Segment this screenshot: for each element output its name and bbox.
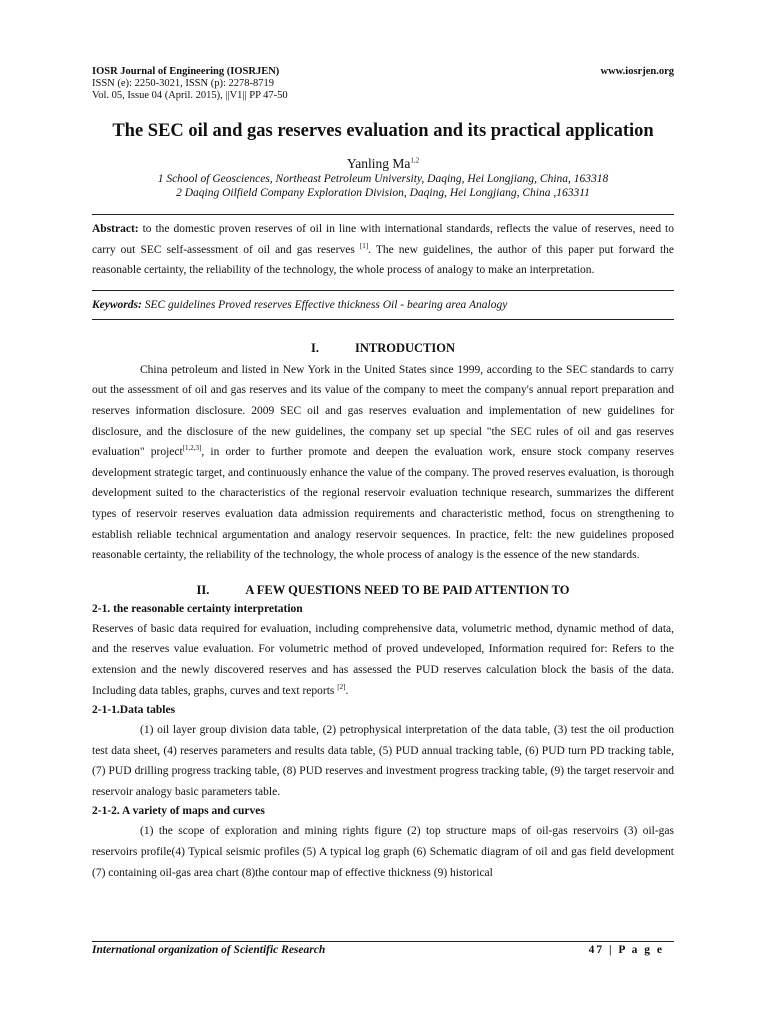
divider-footer (92, 941, 674, 942)
journal-header (92, 66, 674, 78)
section-2-heading (92, 582, 674, 598)
keywords-text: SEC guidelines Proved reserves Effective thickness Oil - bearing area Analogy (141, 298, 508, 311)
subsection-2-1-1-paragraph: (1) oil layer group division data table, (2) petrophysical interpretation of the data table, (3) test the oil production test data sheet, (4) reserves parameters and results data table, (5) PUD annual tracking table, (6) PUD turn PD tracking table, (7) PUD drilling progress tracking table, (8) PUD reserves and investment progress tracking table, (9) the target reservoir and reservoir analogy basic parameters table. (92, 724, 674, 798)
divider-keywords (92, 319, 674, 320)
subsection-2-1-paragraph (92, 619, 674, 701)
footer-page (589, 943, 674, 958)
subsection-2-1-heading: 2-1. the reasonable certainty interpretation (92, 602, 303, 615)
page-footer (92, 941, 674, 958)
section-1-ref: [1,2,3] (182, 444, 202, 453)
section-1-paragraph (92, 360, 674, 566)
affiliation-1: 1 School of Geosciences, Northeast Petroleum University, Daqing, Hei Longjiang, China, 163318 (157, 173, 609, 185)
paper-title: The SEC oil and gas reserves evaluation and its practical application (112, 121, 654, 141)
subsection-2-1-2-paragraph: (1) the scope of exploration and mining rights figure (2) top structure maps of oil-gas reservoirs (3) oil-gas reservoirs profile(4) Typical seismic profiles (5) A typical log graph (6) Schematic diagram of oil and gas field development (7) containing oil-gas area chart (8)the contour map of effective thickness (9) historical (92, 825, 674, 879)
journal-volume: Vol. 05, Issue 04 (April. 2015), ||V1|| PP 47-50 (92, 90, 288, 101)
abstract-text-1: to the domestic proven reserves of oil in line with international standards, reflects the value of reserves, need to carry out SEC self-assessment of oil and gas reserves (92, 223, 674, 256)
author-name: Yanling Ma (346, 156, 411, 171)
abstract-label: Abstract: (92, 223, 139, 235)
section-1-text-2: , in order to further promote and deepen the evaluation work, ensure stock company reserves development strategic target, and continuously enhance the value of the company. The proved reserves evaluation, is thorough development suited to the characteristics of the regional reservoir evaluation technique research, summarizes the different types of reservoir reserves evaluation data admission requirements and characteristic method, focus on strengthening to establish reliable technical argumentation and analogy reservoir sequences. In practice, felt: the new guidelines proposed reasonable certainty, the reliability of the technology, the whole process of analogy is the essence of the new standards. (92, 446, 674, 562)
footer-page-number: 47 (588, 944, 605, 956)
journal-website-link[interactable]: www.iosrjen.org (600, 66, 674, 77)
section-1-text-1: China petroleum and listed in New York in the United States since 1999, according to the SEC standards to carry out the assessment of oil and gas reserves and its value of the company to meet the company's annual report preparation and reserves information disclosure. 2009 SEC oil and gas reserves evaluation and implementation of new guidelines for disclosure, and the disclosure of the new guidelines, the company set up special "the SEC rules of oil and gas reserves evaluation" project (92, 363, 674, 459)
keywords (92, 297, 674, 313)
author-affil-sup: 1,2 (410, 156, 420, 165)
journal-issn: ISSN (e): 2250-3021, ISSN (p): 2278-8719 (92, 78, 274, 89)
footer-row (92, 943, 674, 958)
journal-name: IOSR Journal of Engineering (IOSRJEN) (92, 66, 280, 77)
keywords-label: Keywords: (92, 298, 142, 311)
section-2-title: A FEW QUESTIONS NEED TO BE PAID ATTENTION TO (245, 582, 570, 597)
abstract-text-2: . The new guidelines, the author of this paper put forward the reasonable certainty, the reliability of the technology, the whole process of analogy to make an interpretation. (92, 243, 674, 277)
section-1-number: I. (310, 340, 319, 355)
section-2-number: II. (196, 582, 210, 597)
affiliation-2: 2 Daqing Oilfield Company Exploration Division, Daqing, Hei Longjiang, China ,163311 (176, 187, 590, 199)
subsection-2-1-text-1: Reserves of basic data required for evaluation, including comprehensive data, volumetric method, dynamic method of data, and the reserves value evaluation. For volumetric method of proved undeveloped, Information required for: Refers to the extension and the newly discovered reserves and has assessed the PUD reserves calculation block the basis of the data. Including data tables, graphs, curves and text reports (92, 622, 674, 697)
section-1-heading (92, 340, 674, 356)
subsection-2-1-1-heading: 2-1-1.Data tables (92, 704, 176, 717)
divider-abstract (92, 290, 674, 291)
footer-org: International organization of Scientific Research (92, 944, 326, 956)
abstract (92, 219, 674, 281)
divider-top (92, 214, 674, 215)
author (92, 156, 674, 172)
paper-page (92, 66, 674, 883)
abstract-ref: [1] (359, 241, 369, 250)
subsection-2-1-2-heading: 2-1-2. A variety of maps and curves (92, 805, 265, 818)
subsection-2-1-ref: [2] (337, 682, 346, 691)
footer-page-label: | P a g e (604, 944, 664, 956)
subsection-2-1-text-2: . (345, 684, 349, 697)
section-1-title: INTRODUCTION (354, 340, 455, 355)
